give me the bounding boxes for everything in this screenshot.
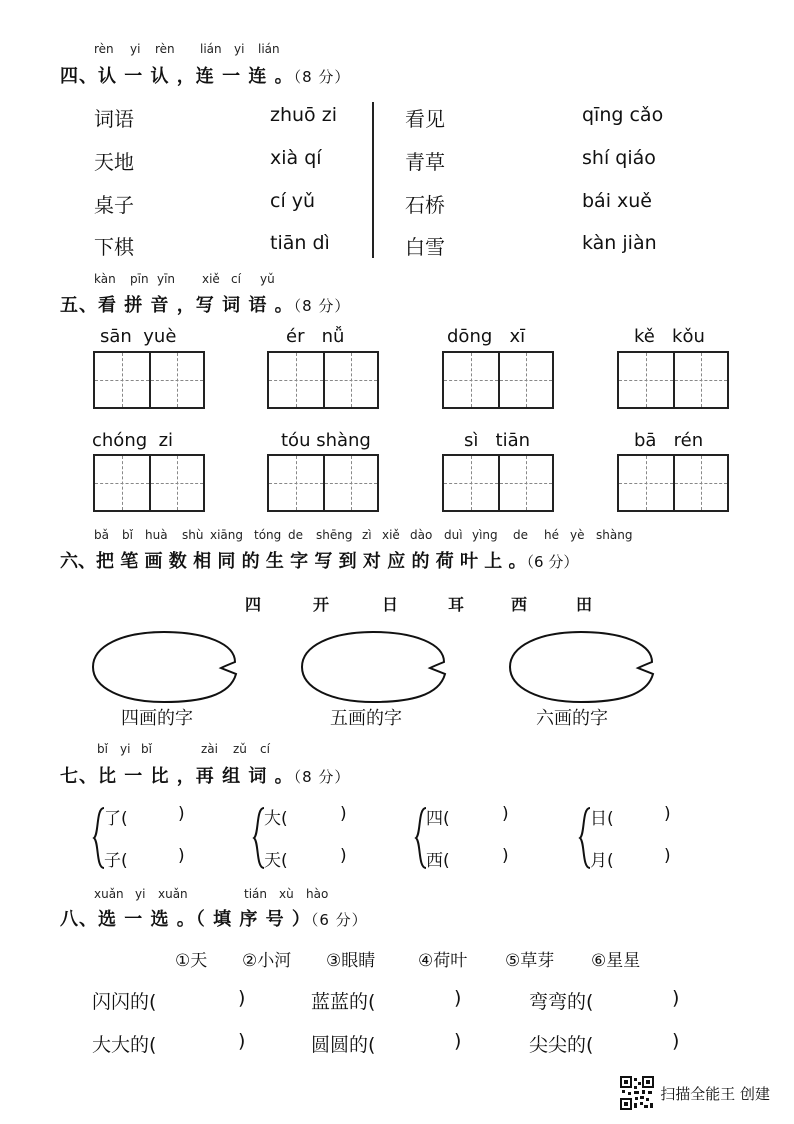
leaf-label: 六画的字 xyxy=(536,708,608,729)
grid-cell[interactable] xyxy=(95,353,149,407)
grid-cell[interactable] xyxy=(498,353,552,407)
close-paren: ) xyxy=(178,846,185,866)
fill-blank[interactable]: 圆圆的( xyxy=(311,1034,376,1056)
section5-score: （8 分） xyxy=(293,297,351,315)
pinyin-syllable: zì xyxy=(362,528,372,542)
close-paren: ) xyxy=(664,846,671,866)
pinyin-syllable: bǎ xyxy=(94,528,109,542)
grid-cell[interactable] xyxy=(95,456,149,510)
pinyin-syllable: rèn xyxy=(155,42,175,56)
section8-score: （6 分） xyxy=(310,911,368,929)
pinyin-syllable: hé xyxy=(544,528,559,542)
section8-title: 八、选 一 选 。（ 填 序 号 ）（6 分） xyxy=(60,909,368,930)
pinyin-syllable: shēng xyxy=(316,528,353,542)
pinyin-syllable: cí xyxy=(260,742,270,756)
close-paren: ) xyxy=(502,846,509,866)
grid-pinyin-label: ér nǚ xyxy=(286,326,345,347)
pinyin-syllable: hào xyxy=(306,887,329,901)
grid-cell[interactable] xyxy=(498,456,552,510)
pinyin-syllable: zǔ xyxy=(233,742,247,756)
pinyin-syllable: xuǎn xyxy=(94,887,124,901)
section6-score: （6 分） xyxy=(526,553,579,571)
character: 西 xyxy=(511,595,528,614)
option-item: ⑤草芽 xyxy=(505,951,555,971)
option-item: ①天 xyxy=(175,951,208,971)
compare-char: 日( xyxy=(590,809,614,829)
pinyin-syllable: lián xyxy=(200,42,222,56)
grid-cell[interactable] xyxy=(619,353,673,407)
writing-grid[interactable] xyxy=(617,351,729,409)
pinyin-syllable: xiě xyxy=(202,272,220,286)
close-paren: ) xyxy=(664,804,671,824)
pinyin-syllable: duì xyxy=(444,528,463,542)
grid-cell[interactable] xyxy=(673,456,727,510)
section5-title: 五、看 拼 音 ，写 词 语 。（8 分） xyxy=(60,295,351,316)
grid-cell[interactable] xyxy=(444,456,498,510)
grid-cell[interactable] xyxy=(619,456,673,510)
right-pinyin: bái xuě xyxy=(582,190,652,212)
character: 耳 xyxy=(448,595,465,614)
close-paren: ) xyxy=(238,1030,246,1052)
pinyin-syllable: bǐ xyxy=(141,742,152,756)
close-paren: ) xyxy=(502,804,509,824)
pinyin-syllable: cí xyxy=(231,272,241,286)
grid-cell[interactable] xyxy=(149,456,203,510)
fill-blank[interactable]: 大大的( xyxy=(92,1034,157,1056)
pinyin-syllable: shàng xyxy=(596,528,633,542)
right-pinyin: shí qiáo xyxy=(582,147,656,169)
fill-blank[interactable]: 弯弯的( xyxy=(529,991,594,1013)
close-paren: ) xyxy=(178,804,185,824)
fill-blank[interactable]: 闪闪的( xyxy=(92,991,157,1013)
pinyin-syllable: xuǎn xyxy=(158,887,188,901)
pinyin-syllable: yi xyxy=(130,42,141,56)
close-paren: ) xyxy=(672,1030,680,1052)
character: 四 xyxy=(245,595,262,614)
compare-char: 大( xyxy=(264,809,288,829)
pinyin-syllable: huà xyxy=(145,528,168,542)
option-item: ②小河 xyxy=(242,951,292,971)
writing-grid[interactable] xyxy=(267,351,379,409)
grid-cell[interactable] xyxy=(269,456,323,510)
compare-char: 了( xyxy=(104,809,128,829)
pinyin-syllable: yi xyxy=(135,887,146,901)
close-paren: ) xyxy=(340,804,347,824)
pinyin-syllable: rèn xyxy=(94,42,114,56)
pinyin-syllable: de xyxy=(288,528,303,542)
pinyin-syllable: pīn xyxy=(130,272,149,286)
close-paren: ) xyxy=(340,846,347,866)
left-word: 天地 xyxy=(94,150,134,174)
left-pinyin: cí yǔ xyxy=(270,190,316,212)
option-item: ③眼睛 xyxy=(326,951,376,971)
left-pinyin: zhuō zi xyxy=(270,104,337,126)
left-word: 下棋 xyxy=(94,235,134,259)
close-paren: ) xyxy=(454,987,462,1009)
pinyin-syllable: de xyxy=(513,528,528,542)
pinyin-syllable: yi xyxy=(234,42,245,56)
compare-char: 月( xyxy=(590,851,614,871)
grid-pinyin-label: dōng xī xyxy=(447,326,526,347)
grid-cell[interactable] xyxy=(673,353,727,407)
pinyin-syllable: xù xyxy=(279,887,294,901)
pinyin-syllable: yǔ xyxy=(260,272,275,286)
right-pinyin: qīng cǎo xyxy=(582,104,664,126)
grid-cell[interactable] xyxy=(444,353,498,407)
grid-cell[interactable] xyxy=(269,353,323,407)
section4-score: （8 分） xyxy=(293,68,351,86)
pinyin-syllable: tóng xyxy=(254,528,282,542)
writing-grid[interactable] xyxy=(617,454,729,512)
pinyin-syllable: bǐ xyxy=(97,742,108,756)
scanner-watermark xyxy=(620,1076,770,1110)
right-word: 白雪 xyxy=(405,235,445,259)
right-word: 青草 xyxy=(405,150,445,174)
pinyin-syllable: lián xyxy=(258,42,280,56)
lotus-leaf-icon[interactable] xyxy=(90,630,240,704)
grid-pinyin-label: sì tiān xyxy=(464,430,531,451)
right-pinyin: kàn jiàn xyxy=(582,232,657,254)
grid-pinyin-label: chóng zi xyxy=(92,430,174,451)
pinyin-syllable: yè xyxy=(570,528,585,542)
compare-char: 西( xyxy=(426,851,450,871)
writing-grid[interactable] xyxy=(93,454,205,512)
pinyin-syllable: yīn xyxy=(157,272,176,286)
fill-blank[interactable]: 尖尖的( xyxy=(529,1034,594,1056)
right-word: 石桥 xyxy=(405,193,445,217)
fill-blank[interactable]: 蓝蓝的( xyxy=(311,991,376,1013)
qr-code-icon xyxy=(620,1076,654,1110)
character: 开 xyxy=(313,595,330,614)
left-pinyin: tiān dì xyxy=(270,232,330,254)
pinyin-syllable: dào xyxy=(410,528,433,542)
writing-grid[interactable] xyxy=(442,454,554,512)
option-item: ⑥星星 xyxy=(591,951,641,971)
grid-pinyin-label: sān yuè xyxy=(100,326,177,347)
grid-pinyin-label: bā rén xyxy=(634,430,704,451)
writing-grid[interactable] xyxy=(442,351,554,409)
pinyin-syllable: bǐ xyxy=(122,528,133,542)
section7-score: （8 分） xyxy=(293,768,351,786)
pinyin-syllable: xiāng xyxy=(210,528,244,542)
grid-pinyin-label: tóu shàng xyxy=(281,430,371,451)
writing-grid[interactable] xyxy=(267,454,379,512)
close-paren: ) xyxy=(238,987,246,1009)
leaf-label: 五画的字 xyxy=(330,708,402,729)
grid-cell[interactable] xyxy=(323,456,377,510)
compare-char: 天( xyxy=(264,851,288,871)
compare-char: 子( xyxy=(104,851,128,871)
column-divider xyxy=(372,102,374,258)
lotus-leaf-icon[interactable] xyxy=(299,630,449,704)
section6-title: 六、把 笔 画 数 相 同 的 生 字 写 到 对 应 的 荷 叶 上 。（6 分） xyxy=(60,551,579,572)
pinyin-syllable: yi xyxy=(120,742,131,756)
pinyin-syllable: xiě xyxy=(382,528,400,542)
writing-grid[interactable] xyxy=(93,351,205,409)
grid-cell[interactable] xyxy=(323,353,377,407)
left-word: 词语 xyxy=(94,107,134,131)
close-paren: ) xyxy=(672,987,680,1009)
left-pinyin: xià qí xyxy=(270,147,322,169)
lotus-leaf-icon[interactable] xyxy=(507,630,657,704)
compare-char: 四( xyxy=(426,809,450,829)
close-paren: ) xyxy=(454,1030,462,1052)
grid-pinyin-label: kě kǒu xyxy=(634,326,705,347)
character: 日 xyxy=(382,595,399,614)
pinyin-syllable: tián xyxy=(244,887,267,901)
pinyin-syllable: zài xyxy=(201,742,218,756)
character: 田 xyxy=(576,595,593,614)
watermark-text: 扫描全能王 创建 xyxy=(660,1084,770,1103)
pinyin-syllable: yìng xyxy=(472,528,498,542)
left-word: 桌子 xyxy=(94,193,134,217)
section7-title: 七、比 一 比 ，再 组 词 。（8 分） xyxy=(60,766,351,787)
option-item: ④荷叶 xyxy=(418,951,468,971)
leaf-label: 四画的字 xyxy=(121,708,193,729)
grid-cell[interactable] xyxy=(149,353,203,407)
pinyin-syllable: kàn xyxy=(94,272,116,286)
section4-title: 四、认 一 认 ，连 一 连 。（8 分） xyxy=(60,66,351,87)
right-word: 看见 xyxy=(405,107,445,131)
pinyin-syllable: shù xyxy=(182,528,204,542)
